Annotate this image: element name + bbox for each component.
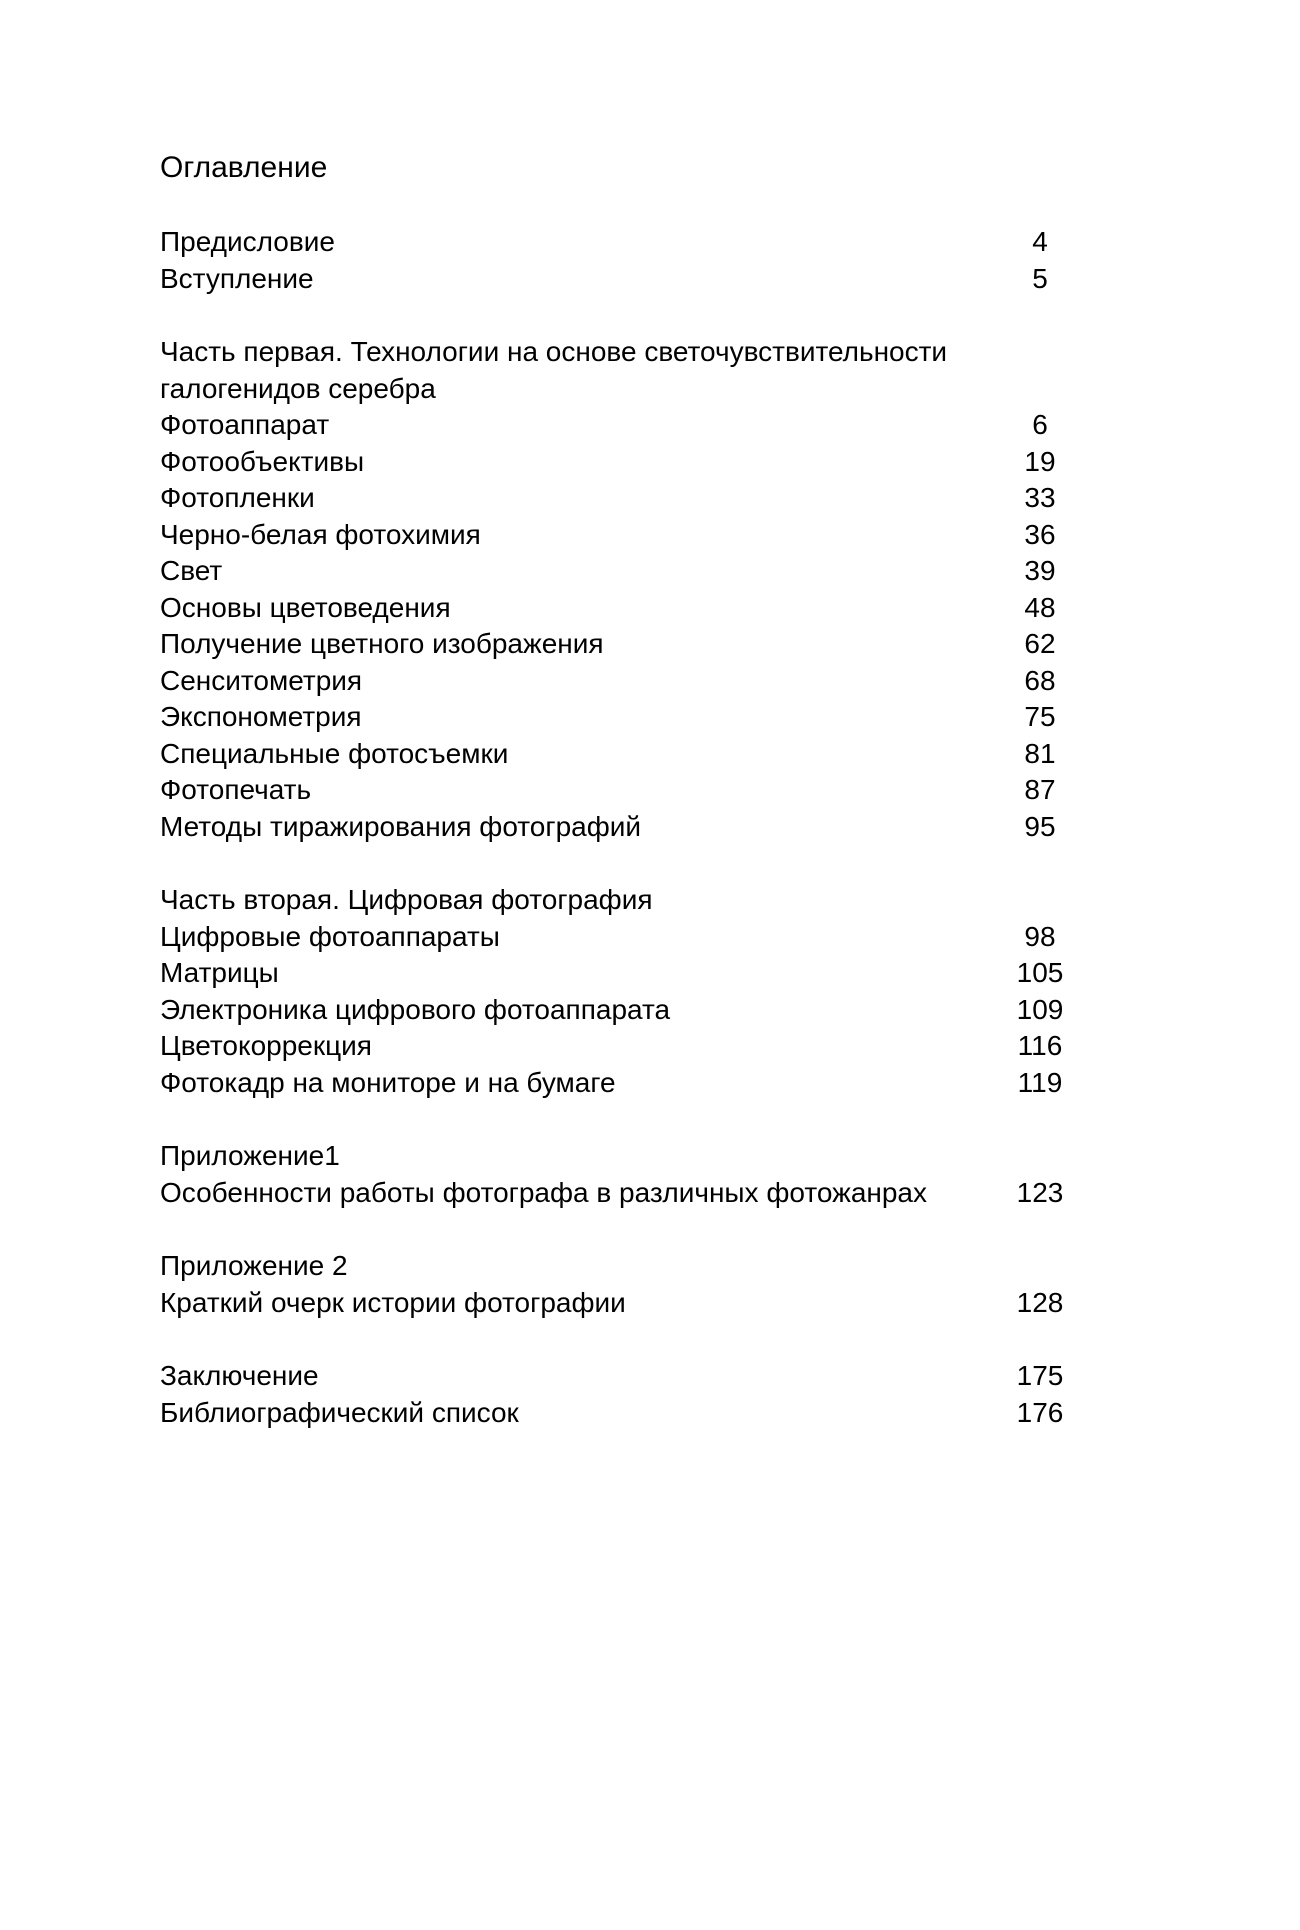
section-heading: Часть вторая. Цифровая фотография bbox=[160, 884, 653, 915]
toc-entry[interactable] bbox=[160, 517, 1120, 554]
toc-entry[interactable] bbox=[160, 736, 1120, 773]
toc-entry-label: Специальные фотосъемки bbox=[160, 737, 509, 769]
toc-entry[interactable] bbox=[160, 1358, 1120, 1395]
toc-entry-label: Сенситометрия bbox=[160, 664, 363, 696]
toc-entry[interactable] bbox=[160, 626, 1120, 663]
toc-entry-page: 36 bbox=[1024, 518, 1056, 550]
toc-entry-label: Матрицы bbox=[160, 957, 279, 988]
toc-entry[interactable] bbox=[160, 590, 1120, 627]
toc-entry-page: 105 bbox=[1016, 957, 1064, 988]
toc-entry-page: 109 bbox=[1016, 993, 1064, 1025]
toc-entry-label: Цифровые фотоаппараты bbox=[160, 920, 500, 952]
toc-entry[interactable] bbox=[160, 992, 1120, 1029]
toc-entry-page: 119 bbox=[1017, 1066, 1063, 1098]
toc-entry-page: 48 bbox=[1024, 591, 1056, 623]
toc-entry-page: 116 bbox=[1017, 1030, 1063, 1061]
section-heading: галогенидов серебра bbox=[160, 372, 436, 404]
toc-entry-page: 33 bbox=[1024, 482, 1056, 513]
toc-entry-label: Заключение bbox=[160, 1360, 319, 1391]
toc-entry-label: Особенности работы фотографа в различных фотожанрах bbox=[160, 1176, 928, 1208]
toc-entry-label: Фотообъективы bbox=[160, 445, 365, 477]
toc-entry[interactable] bbox=[160, 1175, 1120, 1212]
toc-group-appendix-1 bbox=[160, 1138, 1120, 1211]
toc-entry[interactable] bbox=[160, 444, 1120, 481]
toc-entry[interactable] bbox=[160, 1065, 1120, 1102]
toc-entry[interactable] bbox=[160, 407, 1120, 444]
toc-entry-page: 68 bbox=[1024, 664, 1056, 696]
toc-entry-label: Краткий очерк истории фотографии bbox=[160, 1286, 626, 1318]
toc-entry[interactable] bbox=[160, 809, 1120, 846]
toc-entry-page: 176 bbox=[1016, 1396, 1064, 1428]
toc-entry-label: Вступление bbox=[160, 262, 314, 294]
toc-entry[interactable] bbox=[160, 224, 1120, 261]
toc-entry[interactable] bbox=[160, 1028, 1120, 1065]
toc-entry-page: 6 bbox=[1032, 409, 1048, 440]
toc-entry[interactable] bbox=[160, 1285, 1120, 1322]
toc-group-intro bbox=[160, 224, 1120, 297]
toc-entry[interactable] bbox=[160, 699, 1120, 736]
toc-entry-page: 123 bbox=[1016, 1176, 1064, 1208]
toc-entry-label: Фотопечать bbox=[160, 774, 312, 805]
toc-entry-page: 87 bbox=[1024, 774, 1056, 805]
toc-entry-page: 98 bbox=[1024, 920, 1056, 952]
toc-entry-page: 75 bbox=[1024, 701, 1056, 732]
toc-entry-page: 95 bbox=[1024, 810, 1056, 842]
toc-entry-label: Фотоаппарат bbox=[160, 409, 330, 440]
toc-group-closing bbox=[160, 1358, 1120, 1431]
toc-entry-label: Предисловие bbox=[160, 226, 335, 257]
toc-entry-label: Экспонометрия bbox=[160, 701, 362, 732]
toc-entry-page: 62 bbox=[1024, 628, 1056, 659]
toc-entry-label: Цветокоррекция bbox=[160, 1030, 372, 1061]
toc-entry-label: Методы тиражирования фотографий bbox=[160, 810, 642, 842]
toc-entry[interactable] bbox=[160, 553, 1120, 590]
table-of-contents bbox=[160, 150, 1120, 1431]
toc-entry[interactable] bbox=[160, 261, 1120, 298]
page-title: Оглавление bbox=[160, 151, 328, 184]
toc-entry-page: 128 bbox=[1016, 1286, 1064, 1318]
section-heading: Часть первая. Технологии на основе светочувствительности bbox=[160, 336, 948, 367]
toc-entry-label: Получение цветного изображения bbox=[160, 628, 604, 659]
section-heading: Приложение1 bbox=[160, 1140, 340, 1171]
toc-group-part-two bbox=[160, 882, 1120, 1101]
toc-entry-page: 5 bbox=[1032, 262, 1048, 294]
toc-entry-label: Фотокадр на мониторе и на бумаге bbox=[160, 1066, 616, 1098]
toc-entry-label: Фотопленки bbox=[160, 482, 315, 513]
section-heading: Приложение 2 bbox=[160, 1250, 348, 1281]
toc-entry-page: 39 bbox=[1024, 555, 1056, 586]
toc-group-part-one bbox=[160, 334, 1120, 845]
toc-entry-page: 19 bbox=[1024, 445, 1056, 477]
toc-entry-page: 175 bbox=[1016, 1360, 1064, 1391]
toc-entry-page: 81 bbox=[1024, 737, 1056, 769]
toc-entry[interactable] bbox=[160, 772, 1120, 809]
toc-entry[interactable] bbox=[160, 663, 1120, 700]
toc-entry-label: Электроника цифрового фотоаппарата bbox=[160, 993, 671, 1025]
toc-entry-page: 4 bbox=[1032, 226, 1048, 257]
toc-group-appendix-2 bbox=[160, 1248, 1120, 1321]
toc-entry-label: Черно-белая фотохимия bbox=[160, 518, 481, 550]
toc-entry[interactable] bbox=[160, 919, 1120, 956]
toc-entry[interactable] bbox=[160, 1395, 1120, 1432]
toc-entry-label: Основы цветоведения bbox=[160, 591, 451, 623]
toc-entry-label: Библиографический список bbox=[160, 1396, 519, 1428]
toc-entry[interactable] bbox=[160, 480, 1120, 517]
toc-entry-label: Свет bbox=[160, 555, 223, 586]
toc-entry[interactable] bbox=[160, 955, 1120, 992]
